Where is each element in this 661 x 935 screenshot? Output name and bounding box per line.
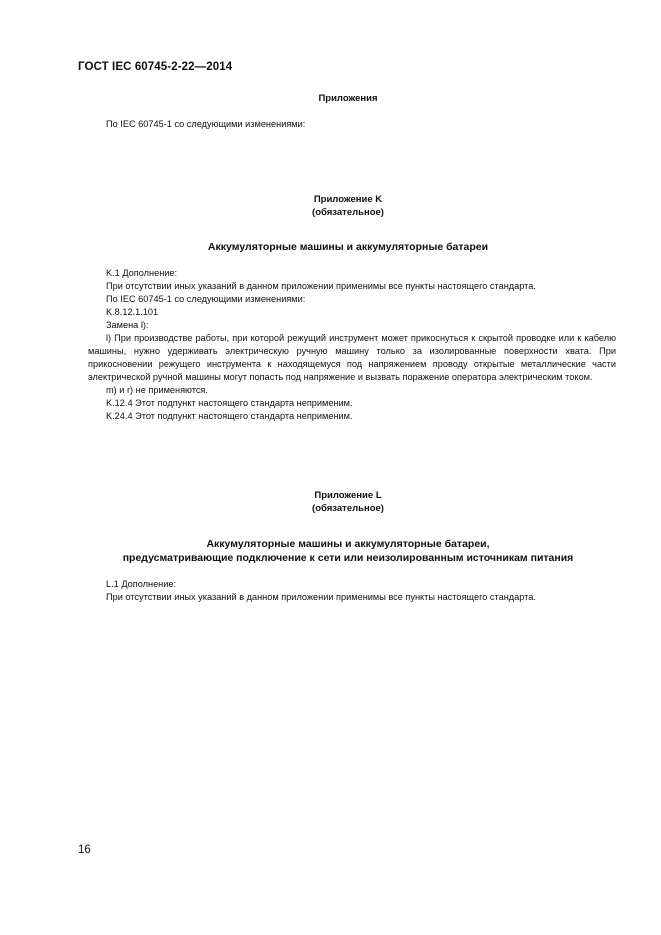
appendices-heading: Приложения [318,93,378,104]
appendix-k-replacement-paragraph: l) При производстве работы, при которой режущий инструмент может прикоснуться к скрытой проводке или к кабелю машины, нужно удерживать электрическую ручную машину только за изолированные поверхности хвата. При прикосновении режущего инструмента к находящемуся под напряжением проводу открытые металлические части электрической ручной машины могут попасть под напряжение и вызвать поражение оператора электрическим током. [88,333,616,382]
appendix-k-body [88,267,616,423]
appendix-k-line: K.12.4 Этот подпункт настоящего стандарта неприменим. [106,398,353,408]
appendix-l-line: При отсутствии иных указаний в данном приложении применимы все пункты настоящего стандарта. [106,592,536,602]
appendix-k-title: Аккумуляторные машины и аккумуляторные батареи [207,241,489,253]
appendices-intro: По IEC 60745-1 со следующими изменениями: [106,119,306,129]
appendix-l-label: Приложение L [314,490,382,501]
appendix-k-label: Приложение K [313,194,383,205]
appendix-l-line: L.1 Дополнение: [106,579,177,589]
appendix-k-line: K.1 Дополнение: [106,268,178,278]
appendix-k-status: (обязательное) [312,207,384,218]
appendix-k-line: K.8.12.1.101 [106,307,159,317]
appendix-k-line: По IEC 60745-1 со следующими изменениями: [106,294,306,304]
appendix-l-title-line1: Аккумуляторные машины и аккумуляторные батареи, [206,538,490,550]
appendix-k-line: m) и r) не применяются. [106,385,208,395]
appendix-l-title-line2: предусматривающие подключение к сети или неизолированным источникам питания [122,552,574,564]
appendix-k-line: При отсутствии иных указаний в данном приложении применимы все пункты настоящего стандарта. [106,281,536,291]
document-header: ГОСТ IEC 60745-2-22—2014 [78,61,233,73]
page-number: 16 [78,844,91,856]
appendix-l-status: (обязательное) [312,503,384,514]
appendix-k-line: Замена l): [106,320,149,330]
appendix-k-line: K.24.4 Этот подпункт настоящего стандарта неприменим. [106,411,353,421]
appendix-l-body [88,578,616,604]
